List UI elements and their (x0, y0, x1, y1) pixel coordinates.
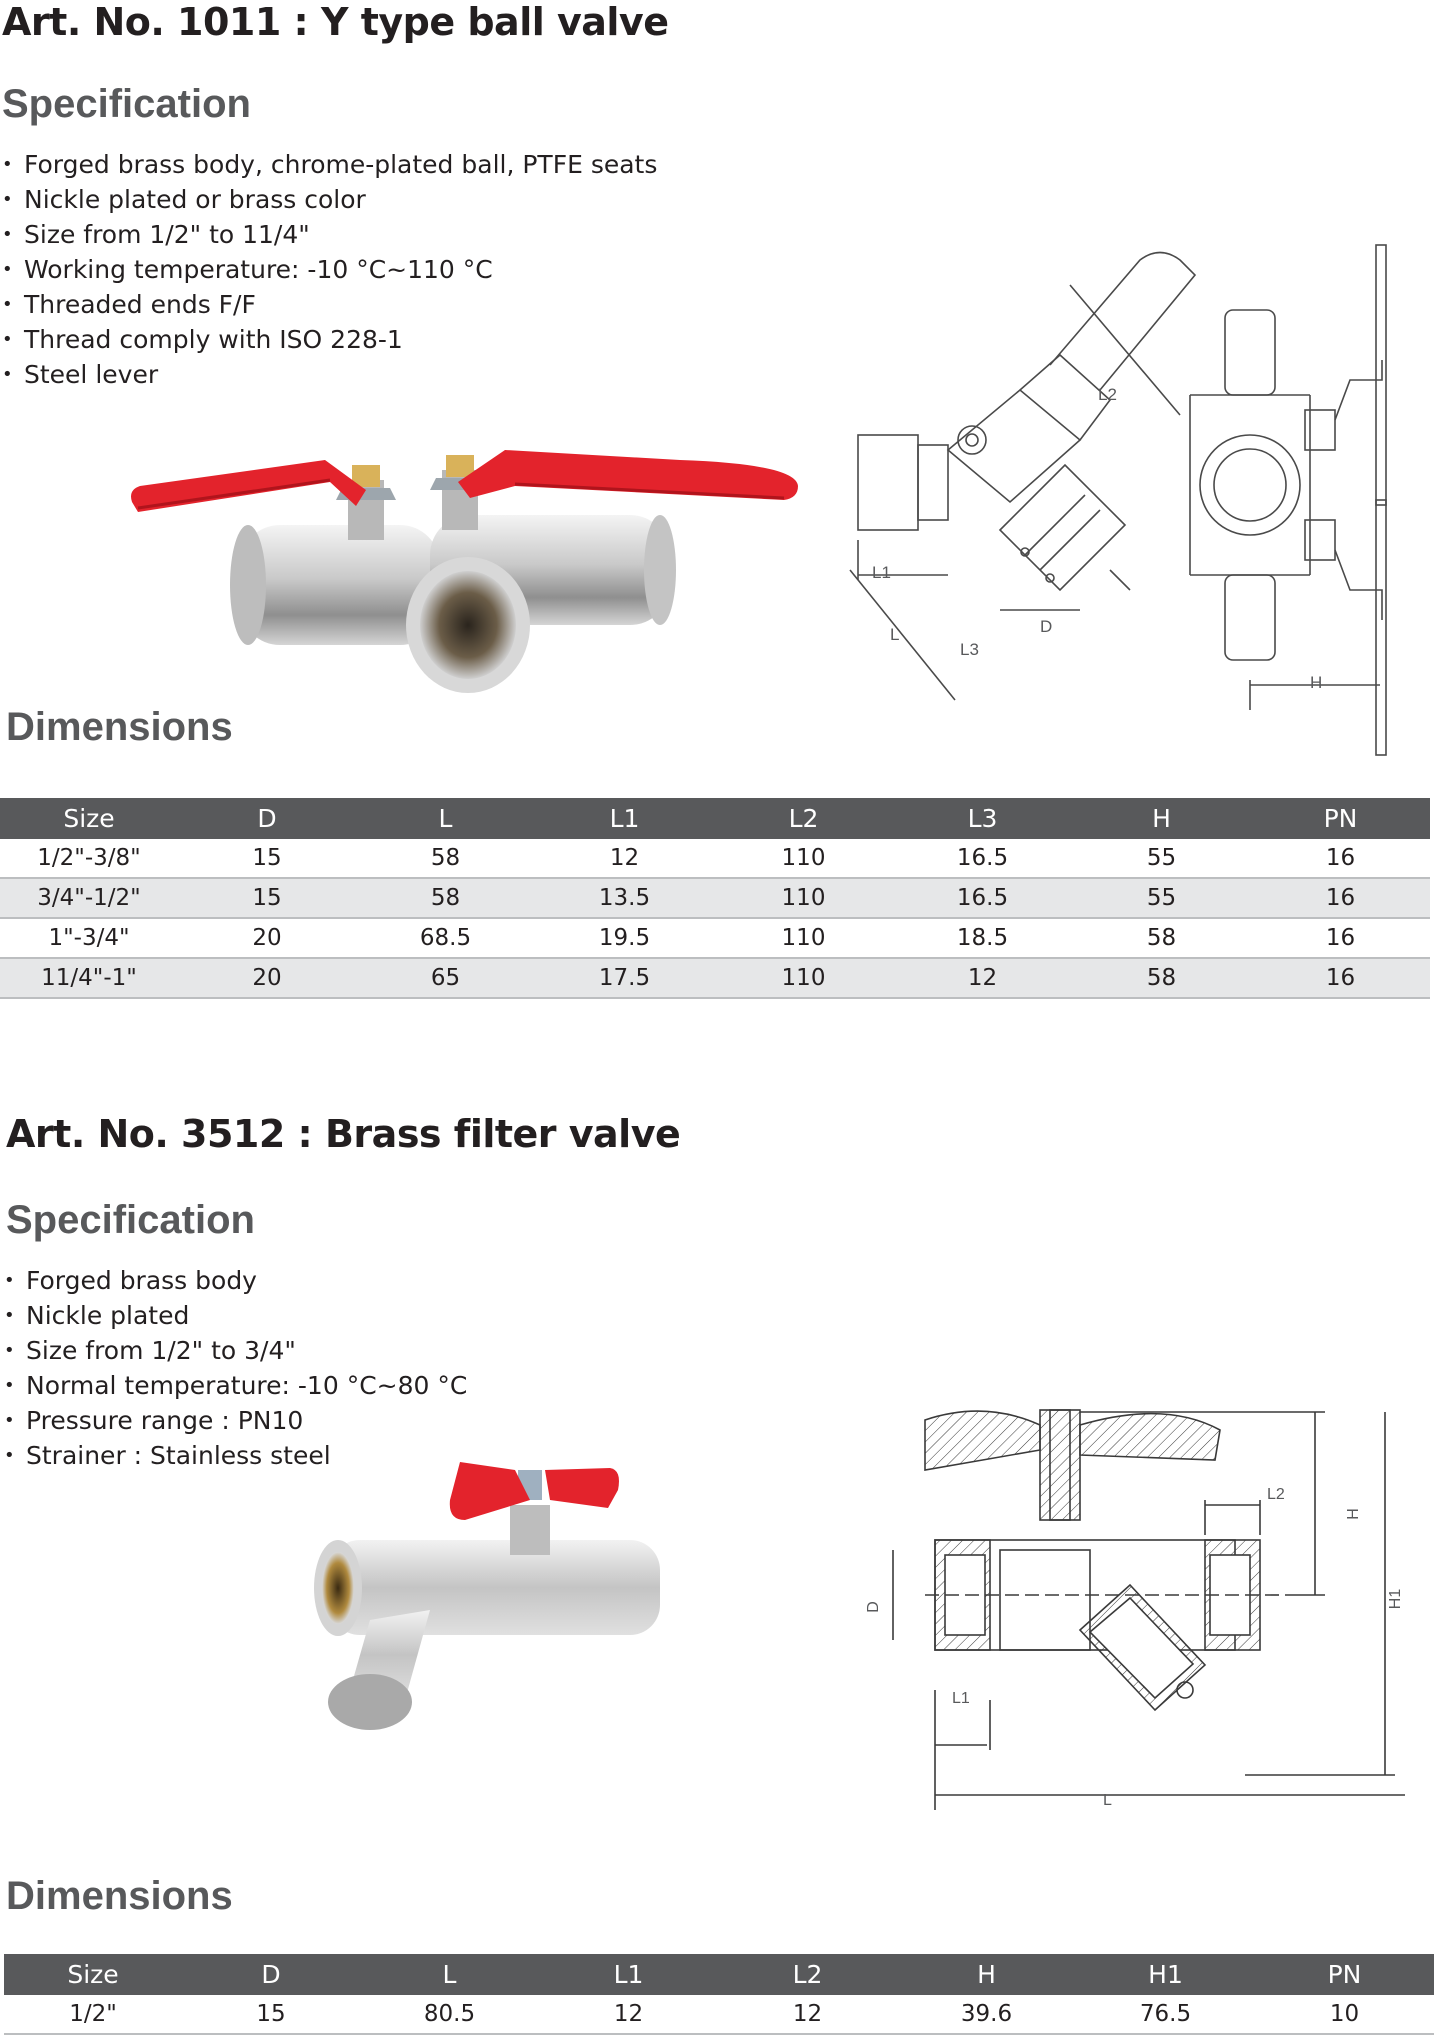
art-3512-title: Art. No. 3512 : Brass filter valve (6, 1112, 681, 1156)
column-header: L2 (718, 1954, 897, 1995)
spec-item: • Pressure range : PN10 (4, 1403, 467, 1438)
table-cell: 1/2"-3/8" (0, 839, 178, 878)
table-cell: 15 (182, 1995, 360, 2034)
table-cell: 1"-3/4" (0, 918, 178, 958)
table-cell: 58 (1072, 918, 1251, 958)
table-cell: 39.6 (897, 1995, 1076, 2034)
table-cell: 12 (539, 1995, 718, 2034)
table-row (0, 918, 1430, 958)
column-header: PN (1251, 798, 1430, 839)
table-cell: 110 (714, 839, 893, 878)
table-cell: 11/4"-1" (0, 958, 178, 998)
table-cell: 58 (356, 839, 535, 878)
table-row (0, 839, 1430, 878)
art-3512-dimensions-table (4, 1954, 1434, 2035)
table-cell: 68.5 (356, 918, 535, 958)
dim-label-h: H (1344, 1508, 1362, 1520)
dim-label-l: L (1103, 1792, 1112, 1809)
table-cell: 17.5 (535, 958, 714, 998)
spec-item: • Size from 1/2" to 11/4" (2, 217, 657, 252)
spec-item: • Forged brass body, chrome-plated ball, PTFE seats (2, 147, 657, 182)
dim-label-l1: L1 (872, 563, 891, 582)
column-header: L (360, 1954, 539, 1995)
table-cell: 18.5 (893, 918, 1072, 958)
art-1011-dimensions-heading: Dimensions (6, 705, 233, 749)
table-cell: 19.5 (535, 918, 714, 958)
table-cell: 12 (535, 839, 714, 878)
table-row (0, 958, 1430, 998)
table-cell: 12 (893, 958, 1072, 998)
table-cell: 1/2" (4, 1995, 182, 2034)
dim-label-l2: L2 (1267, 1486, 1285, 1503)
table-cell: 15 (178, 839, 356, 878)
dim-label-h1: H1 (1387, 1588, 1405, 1610)
y-type-ball-valve-photo (120, 420, 810, 740)
table-cell: 110 (714, 918, 893, 958)
table-cell: 110 (714, 878, 893, 918)
art-1011-spec-heading: Specification (2, 82, 251, 126)
column-header: L3 (893, 798, 1072, 839)
table-cell: 20 (178, 918, 356, 958)
column-header: D (178, 798, 356, 839)
table-cell: 58 (356, 878, 535, 918)
dim-label-h: H (1310, 673, 1323, 692)
spec-item: • Working temperature: -10 °C~110 °C (2, 252, 657, 287)
art-1011-title: Art. No. 1011 : Y type ball valve (2, 0, 669, 44)
table-cell: 80.5 (360, 1995, 539, 2034)
filter-valve-photo (310, 1440, 670, 1760)
column-header: Size (0, 798, 178, 839)
column-header: PN (1255, 1954, 1434, 1995)
spec-item: • Steel lever (2, 357, 657, 392)
spec-item: • Thread comply with ISO 228-1 (2, 322, 657, 357)
table-cell: 10 (1255, 1995, 1434, 2034)
table-cell: 58 (1072, 958, 1251, 998)
column-header: L (356, 798, 535, 839)
column-header: D (182, 1954, 360, 1995)
dim-label-d: D (864, 1601, 882, 1613)
table-header-row (0, 798, 1430, 839)
spec-item: • Strainer : Stainless steel (4, 1438, 467, 1473)
column-header: L1 (539, 1954, 718, 1995)
dim-label-l1: L1 (952, 1690, 970, 1707)
table-cell: 3/4"-1/2" (0, 878, 178, 918)
table-cell: 20 (178, 958, 356, 998)
spec-item: • Nickle plated (4, 1298, 467, 1333)
dim-label-d: D (1040, 617, 1053, 636)
table-cell: 16.5 (893, 839, 1072, 878)
table-row (4, 1995, 1434, 2034)
spec-item: • Normal temperature: -10 °C~80 °C (4, 1368, 467, 1403)
table-cell: 15 (178, 878, 356, 918)
spec-item: • Nickle plated or brass color (2, 182, 657, 217)
art-1011-spec-list (2, 147, 657, 392)
table-cell: 16 (1251, 839, 1430, 878)
filter-valve-section-drawing (865, 1400, 1425, 1820)
table-row (0, 878, 1430, 918)
table-cell: 55 (1072, 878, 1251, 918)
y-type-valve-drawing (850, 240, 1410, 760)
table-cell: 16.5 (893, 878, 1072, 918)
table-cell: 16 (1251, 958, 1430, 998)
art-3512-dimensions-heading: Dimensions (6, 1874, 233, 1918)
table-cell: 76.5 (1076, 1995, 1255, 2034)
table-cell: 13.5 (535, 878, 714, 918)
column-header: H (1072, 798, 1251, 839)
table-cell: 110 (714, 958, 893, 998)
column-header: Size (4, 1954, 182, 1995)
art-1011-dimensions-table (0, 798, 1430, 999)
spec-item: • Threaded ends F/F (2, 287, 657, 322)
table-header-row (4, 1954, 1434, 1995)
column-header: L2 (714, 798, 893, 839)
table-cell: 12 (718, 1995, 897, 2034)
dim-label-l3: L3 (960, 640, 979, 659)
column-header: L1 (535, 798, 714, 839)
art-3512-spec-heading: Specification (6, 1198, 255, 1242)
column-header: H (897, 1954, 1076, 1995)
table-cell: 65 (356, 958, 535, 998)
spec-item: • Size from 1/2" to 3/4" (4, 1333, 467, 1368)
table-cell: 16 (1251, 918, 1430, 958)
column-header: H1 (1076, 1954, 1255, 1995)
spec-item: • Forged brass body (4, 1263, 467, 1298)
dim-label-l2: L2 (1098, 385, 1117, 404)
dim-label-l: L (890, 625, 900, 644)
table-cell: 16 (1251, 878, 1430, 918)
table-cell: 55 (1072, 839, 1251, 878)
